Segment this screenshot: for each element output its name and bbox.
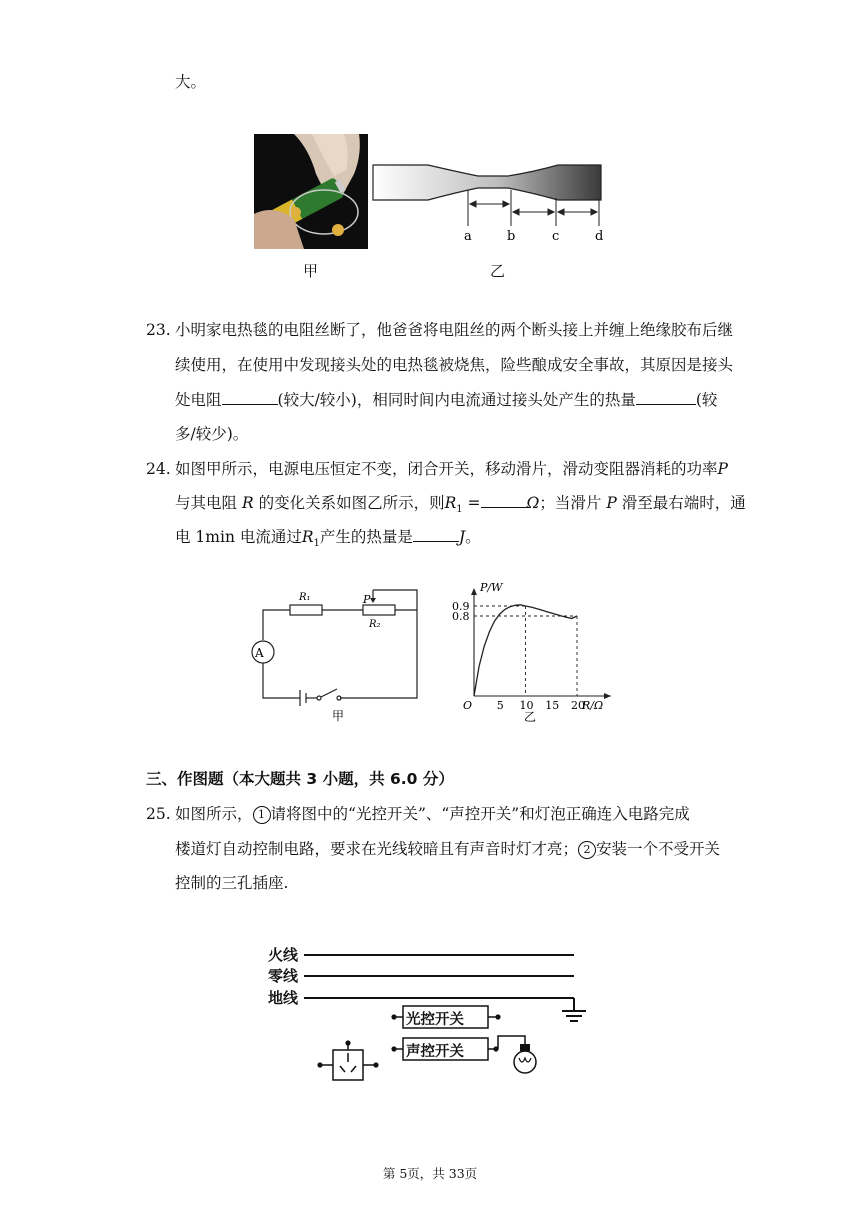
y-tick-label: 0.9: [452, 600, 470, 613]
x-tick-label: 20: [571, 699, 585, 712]
q24-subscript: 1: [456, 504, 463, 516]
q24-subscript: 1: [313, 538, 320, 550]
q25-line3: 控制的三孔插座.: [175, 874, 289, 892]
q25-line1: [175, 804, 690, 824]
slider-p-label: P: [363, 593, 371, 606]
q23-text-c: (较: [695, 391, 718, 409]
ammeter-label: A: [255, 646, 264, 660]
point-a-label: a: [464, 229, 472, 244]
q23-line4: 多/较少)。: [175, 425, 249, 443]
q24-text: 如图甲所示，电源电压恒定不变，闭合开关，移动滑片，滑动变阻器消耗的功率: [175, 460, 718, 478]
q23-text-a: 处电阻: [175, 391, 222, 409]
q24-unit-ohm: Ω: [526, 494, 540, 512]
q24-text: 。: [465, 528, 481, 546]
r2-label: R₂: [369, 619, 381, 630]
battery-hand-photo: [254, 134, 368, 249]
q23-number: 23.: [146, 321, 171, 339]
q23-line3: [175, 390, 717, 410]
q24-symbol-r1: R: [444, 494, 457, 512]
y-tick-label: 0.8: [452, 610, 470, 623]
q24-text: 与其电阻: [175, 494, 238, 512]
page-footer: 第 5页，共 33页: [382, 1166, 478, 1181]
q24-line2: [175, 493, 746, 520]
point-d-label: d: [595, 229, 604, 244]
light-switch-label: 光控开关: [406, 1012, 464, 1028]
q24-line3: [175, 527, 481, 554]
q23-line1: 小明家电热毯的电阻丝断了，他爸爸将电阻丝的两个断头接上并缠上绝缘胶布后继: [175, 321, 734, 339]
q25-text: 安装一个不受开关: [596, 840, 721, 858]
q24-number: 24.: [146, 460, 171, 478]
q24-line1: [175, 459, 728, 479]
circuit-caption: 甲: [332, 709, 345, 723]
ground-wire-label: 地线: [268, 989, 299, 1007]
point-b-label: b: [507, 229, 516, 244]
q24-symbol-p2: P: [606, 494, 617, 512]
q24-text: =: [462, 494, 481, 512]
q24-symbol-r1b: R: [301, 528, 314, 546]
x-axis-label: R/Ω: [582, 699, 604, 712]
q23-line2: 续使用，在使用中发现接头处的电热毯被烧焦，险些酿成安全事故，其原因是接头: [175, 356, 734, 374]
x-tick-label: 5: [496, 699, 504, 712]
bulb-icon: [514, 1051, 536, 1073]
chart-caption: 乙: [524, 710, 537, 724]
q24-symbol-p: P: [717, 460, 728, 478]
q24-text: 产生的热量是: [319, 528, 413, 546]
x-tick-label: 15: [545, 699, 560, 712]
point-c-label: c: [552, 229, 560, 244]
q25-text: 楼道灯自动控制电路，要求在光线较暗且有声音时灯才亮；: [175, 840, 579, 858]
q25-number: 25.: [146, 805, 171, 823]
x-tick-label: 10: [519, 699, 534, 712]
fig22-caption-left: 甲: [303, 262, 319, 280]
r1-label: R₁: [299, 592, 311, 603]
q23-text-b: (较大/较小)，相同时间内电流通过接头处产生的热量: [277, 391, 636, 409]
live-wire-label: 火线: [268, 946, 299, 964]
fig22-caption-right: 乙: [490, 262, 506, 280]
circuit-diagram: [245, 580, 430, 725]
q23-blank-2[interactable]: [636, 390, 696, 405]
power-resistance-chart: [448, 578, 623, 728]
q24-text: 滑至最右端时，通: [621, 494, 746, 512]
q24-text: 电 1min 电流通过: [175, 528, 302, 546]
q25-text: 请将图中的“光控开关”、“声控开关”和灯泡正确连入电路完成: [270, 805, 690, 823]
wiring-diagram: [268, 944, 598, 1084]
q22-tail-text: 大。: [175, 73, 207, 91]
q24-blank-2[interactable]: [413, 527, 459, 542]
neutral-wire-label: 零线: [268, 967, 299, 985]
wire-profile-figure: [368, 160, 608, 250]
origin-label: O: [463, 699, 473, 712]
y-axis-label: P/W: [480, 581, 503, 594]
circled-number-1: 1: [253, 806, 271, 824]
section-3-heading: 三、作图题（本大题共 3 小题，共 6.0 分）: [146, 770, 454, 788]
wire-body: [373, 165, 601, 200]
q24-symbol-r: R: [241, 494, 254, 512]
q24-blank-1[interactable]: [481, 493, 527, 508]
q23-blank-1[interactable]: [222, 390, 278, 405]
circled-number-2: 2: [578, 841, 596, 859]
q24-text: 的变化关系如图乙所示，则: [258, 494, 445, 512]
q24-unit-joule: J: [458, 528, 466, 546]
q24-text: ；当滑片: [539, 494, 602, 512]
q25-line2: [175, 839, 720, 859]
sound-switch-label: 声控开关: [406, 1044, 464, 1060]
q25-text: 如图所示，: [175, 805, 253, 823]
